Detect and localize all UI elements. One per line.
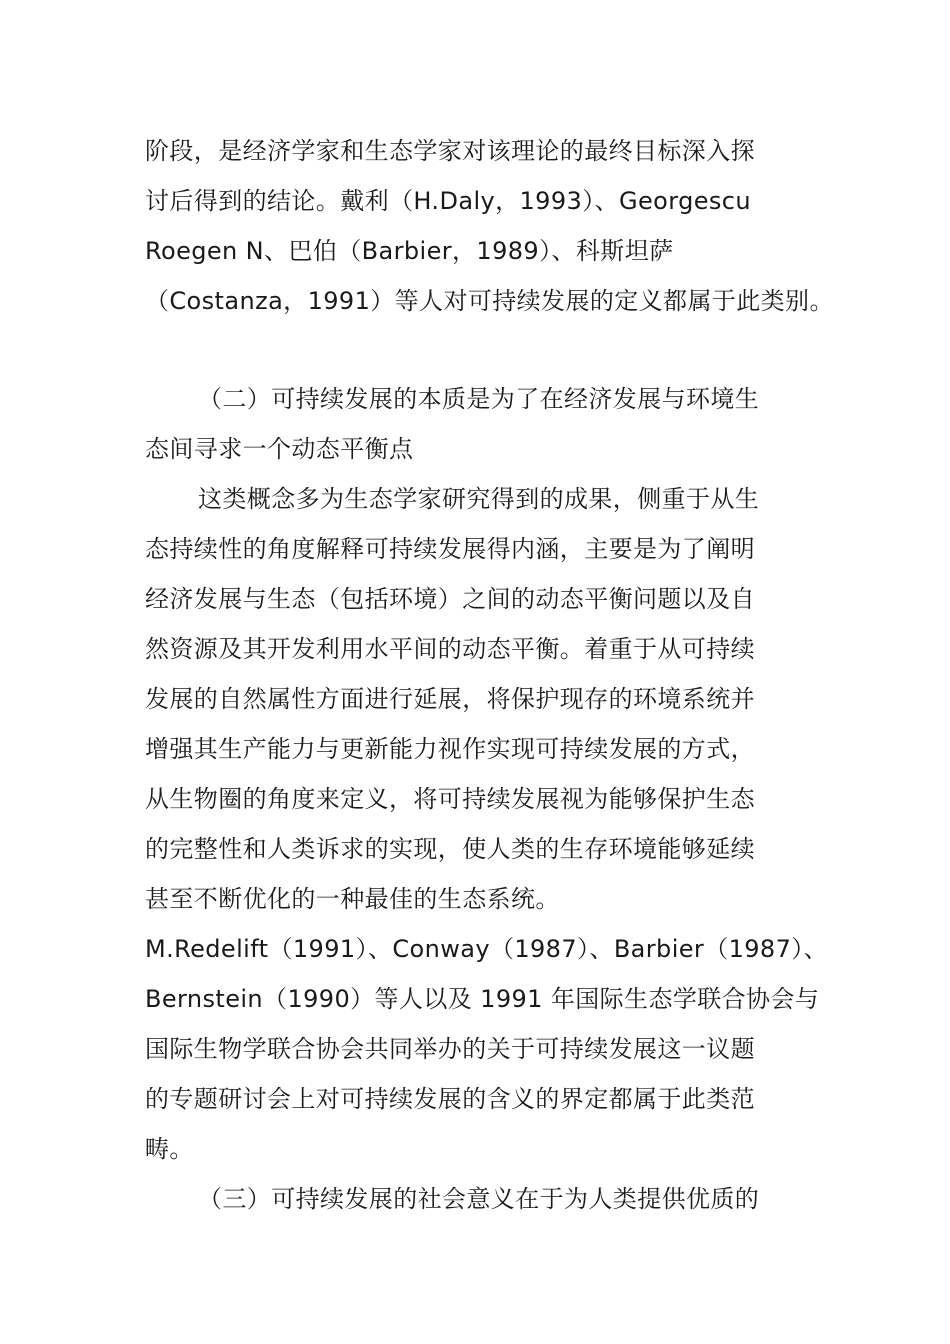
- text-line: 发展的自然属性方面进行延展，将保护现存的环境系统并: [145, 685, 755, 713]
- text-line: 畴。: [145, 1135, 194, 1163]
- text-line: （Costanza，1991）等人对可持续发展的定义都属于此类别。: [145, 287, 834, 315]
- section-heading: （三）可持续发展的社会意义在于为人类提供优质的: [198, 1185, 760, 1213]
- section-heading-continued: 态间寻求一个动态平衡点: [145, 435, 414, 463]
- text-line: 经济发展与生态（包括环境）之间的动态平衡问题以及自: [145, 585, 755, 613]
- text-line: 然资源及其开发利用水平间的动态平衡。着重于从可持续: [145, 635, 755, 663]
- text-line: Bernstein（1990）等人以及 1991 年国际生态学联合协会与: [145, 985, 820, 1013]
- text-line: 的完整性和人类诉求的实现，使人类的生存环境能够延续: [145, 835, 755, 863]
- text-line: 从生物圈的角度来定义，将可持续发展视为能够保护生态: [145, 785, 755, 813]
- text-line: 甚至不断优化的一种最佳的生态系统。: [145, 885, 560, 913]
- text-line: Roegen N、巴伯（Barbier，1989）、科斯坦萨: [145, 237, 674, 265]
- text-line: 增强其生产能力与更新能力视作实现可持续发展的方式，: [145, 735, 755, 763]
- text-line: M.Redelift（1991）、Conway（1987）、Barbier（1987）、: [145, 935, 829, 963]
- text-line: 态持续性的角度解释可持续发展得内涵，主要是为了阐明: [145, 535, 755, 563]
- text-line: 阶段，是经济学家和生态学家对该理论的最终目标深入探: [145, 137, 755, 165]
- text-line: 国际生物学联合协会共同举办的关于可持续发展这一议题: [145, 1035, 755, 1063]
- text-line: 讨后得到的结论。戴利（H.Daly，1993）、Georgescu: [145, 187, 751, 215]
- section-heading: （二）可持续发展的本质是为了在经济发展与环境生: [198, 385, 760, 413]
- text-line: 这类概念多为生态学家研究得到的成果，侧重于从生: [198, 485, 760, 513]
- text-line: 的专题研讨会上对可持续发展的含义的界定都属于此类范: [145, 1085, 755, 1113]
